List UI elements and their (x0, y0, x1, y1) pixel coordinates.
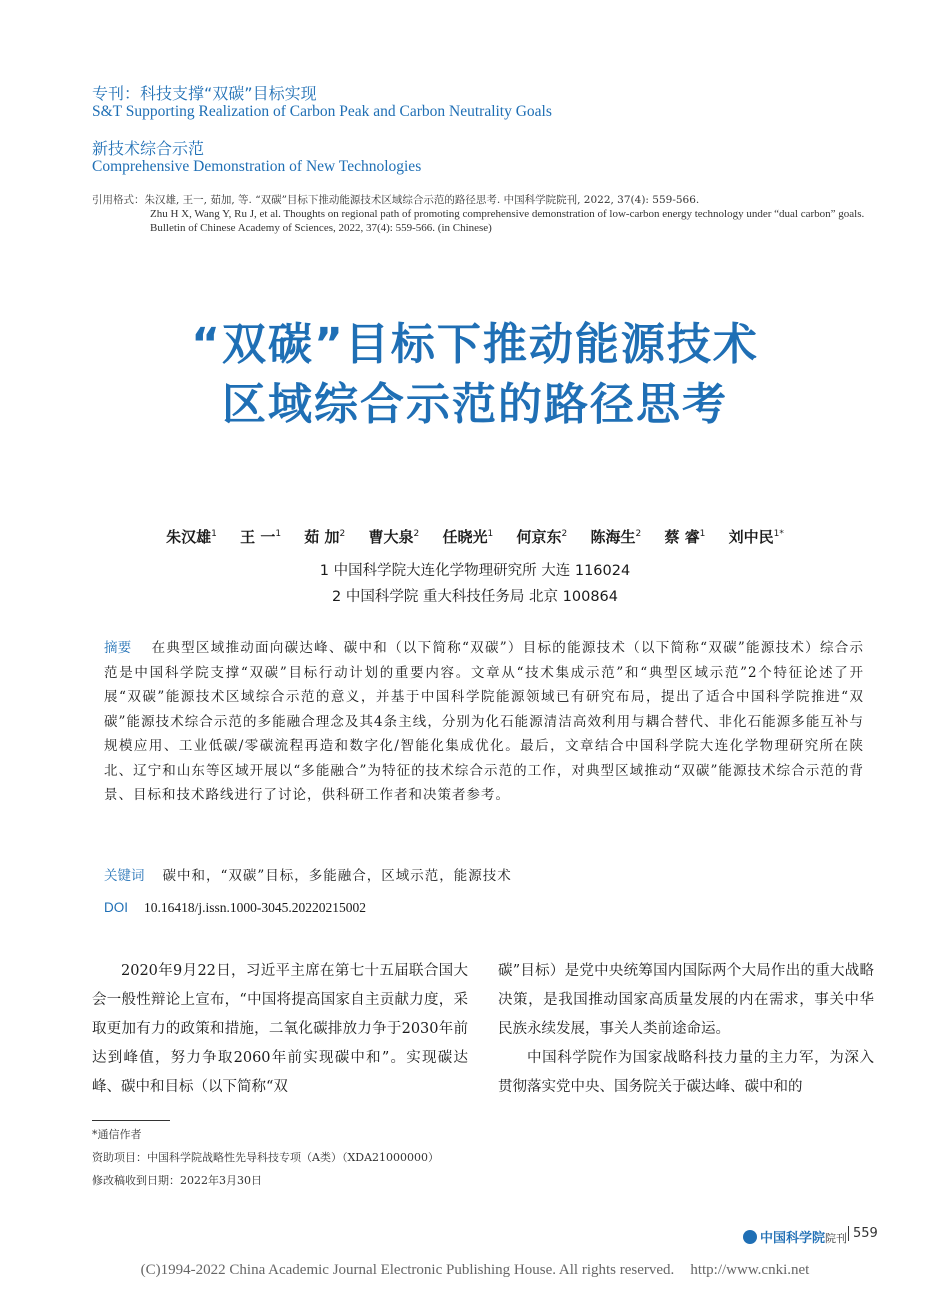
series-title-cn: 专刊：科技支撑“双碳”目标实现 (92, 84, 317, 103)
author: 刘中民$^{1*}$ (728, 528, 784, 546)
keywords-label: 关键词 (104, 868, 145, 884)
author: 蔡 睿$^1$ (664, 528, 706, 546)
author: 任晓光$^1$ (442, 528, 494, 546)
series-title-en: S&T Supporting Realization of Carbon Peak and Carbon Neutrality Goals (92, 103, 552, 120)
doi-label: DOI (104, 900, 129, 915)
subseries-title-en: Comprehensive Demonstration of New Technologies (92, 158, 422, 175)
author: 何京东$^2$ (516, 528, 568, 546)
affiliation-2: 2 中国科学院 重大科技任务局 北京 100864 (331, 589, 618, 605)
cas-logo-icon (743, 1230, 757, 1244)
body-paragraph: 2020年9月22日，习近平主席在第七十五届联合国大会一般性辩论上宣布，“中国将提高国家自主贡献力度，采取更加有力的政策和措施，二氧化碳排放力争于2030年前达到峰值，努力争取2060年前实现碳中和”。实现碳达峰、碳中和目标（以下简称“双 (92, 963, 468, 1095)
abstract-text: 在典型区域推动面向碳达峰、碳中和（以下简称“双碳”）目标的能源技术（以下简称“双碳”能源技术）综合示范是中国科学院支撑“双碳”目标行动计划的重要内容。文章从“技术集成示范”和“典型区域示范”2个特征论述了开展“双碳”能源技术区域综合示范的意义，并基于中国科学院能源领域已有研究布局，提出了适合中国科学院推进“双碳”能源技术综合示范的多能融合理念及其4条主线，分别为化石能源清洁高效利用与耦合替代、非化石能源多能互补与规模应用、工业低碳/零碳流程再造和数字化/智能化集成优化。最后，文章结合中国科学院大连化学物理研究所在陕北、辽宁和山东等区域开展以“多能融合”为特征的技术综合示范的工作，对典型区域推动“双碳”能源技术综合示范的背景、目标和技术路线进行了讨论，供科研工作者和决策者参考。 (104, 640, 865, 803)
citation-cn: 朱汉雄, 王一, 茹加, 等. “双碳”目标下推动能源技术区域综合示范的路径思考. 中国科学院院刊, 2022, 37(4): 559-566. (144, 194, 700, 206)
journal-name: 院刊 (825, 1232, 848, 1245)
author-list (0, 526, 950, 547)
page-number: 559 (848, 1226, 878, 1241)
keywords-text: 碳中和，“双碳”目标，多能融合，区域示范，能源技术 (162, 868, 512, 884)
abstract-label: 摘要 (104, 640, 132, 656)
abstract (104, 636, 864, 808)
paper-title-line1: “双碳”目标下推动能源技术 (191, 319, 759, 370)
copyright-line (0, 1262, 950, 1279)
keywords (104, 864, 512, 884)
journal-logo: 中国科学院院刊 (743, 1227, 847, 1246)
copyright-text: (C)1994-2022 China Academic Journal Electronic Publishing House. All rights reserved. (140, 1262, 675, 1278)
paper-title-line2: 区域综合示范的路径思考 (222, 379, 728, 430)
body-column-right (498, 957, 874, 1102)
footnote-funding: 资助项目：中国科学院战略性先导科技专项（A类）（XDA21000000） (92, 1151, 440, 1164)
body-paragraph: 中国科学院作为国家战略科技力量的主力军，为深入贯彻落实党中央、国务院关于碳达峰、碳中和的 (498, 1050, 874, 1095)
footnote-received: 修改稿收到日期：2022年3月30日 (92, 1174, 262, 1187)
doi-value[interactable]: 10.16418/j.issn.1000-3045.20220215002 (144, 900, 367, 915)
citation-block (92, 193, 872, 235)
citation-label: 引用格式： (92, 194, 145, 206)
affiliation-1: 1 中国科学院大连化学物理研究所 大连 116024 (319, 563, 631, 579)
author: 朱汉雄$^1$ (166, 528, 217, 546)
author: 曹大泉$^2$ (368, 528, 420, 546)
author: 茹 加$^2$ (304, 528, 346, 546)
subseries-title-cn: 新技术综合示范 (92, 139, 205, 158)
copyright-url[interactable]: http://www.cnki.net (690, 1262, 810, 1278)
footnote-divider (92, 1120, 170, 1121)
body-column-left (92, 957, 468, 1102)
doi (104, 900, 366, 916)
footnote-corresponding: *通信作者 (92, 1128, 142, 1141)
author: 陈海生$^2$ (590, 528, 642, 546)
citation-en: Zhu H X, Wang Y, Ru J, et al. Thoughts on regional path of promoting comprehensive demonstration of low-carbon energy technology under “dual carbon” goals. Bulletin of Chinese Academy of Sciences, 2022, 37(4): 559-566. (in Chinese) (150, 208, 865, 234)
body-paragraph: 碳”目标）是党中央统筹国内国际两个大局作出的重大战略决策，是我国推动国家高质量发展的内在需求，事关中华民族永续发展，事关人类前途命运。 (498, 963, 874, 1037)
author: 王 一$^1$ (240, 528, 282, 546)
